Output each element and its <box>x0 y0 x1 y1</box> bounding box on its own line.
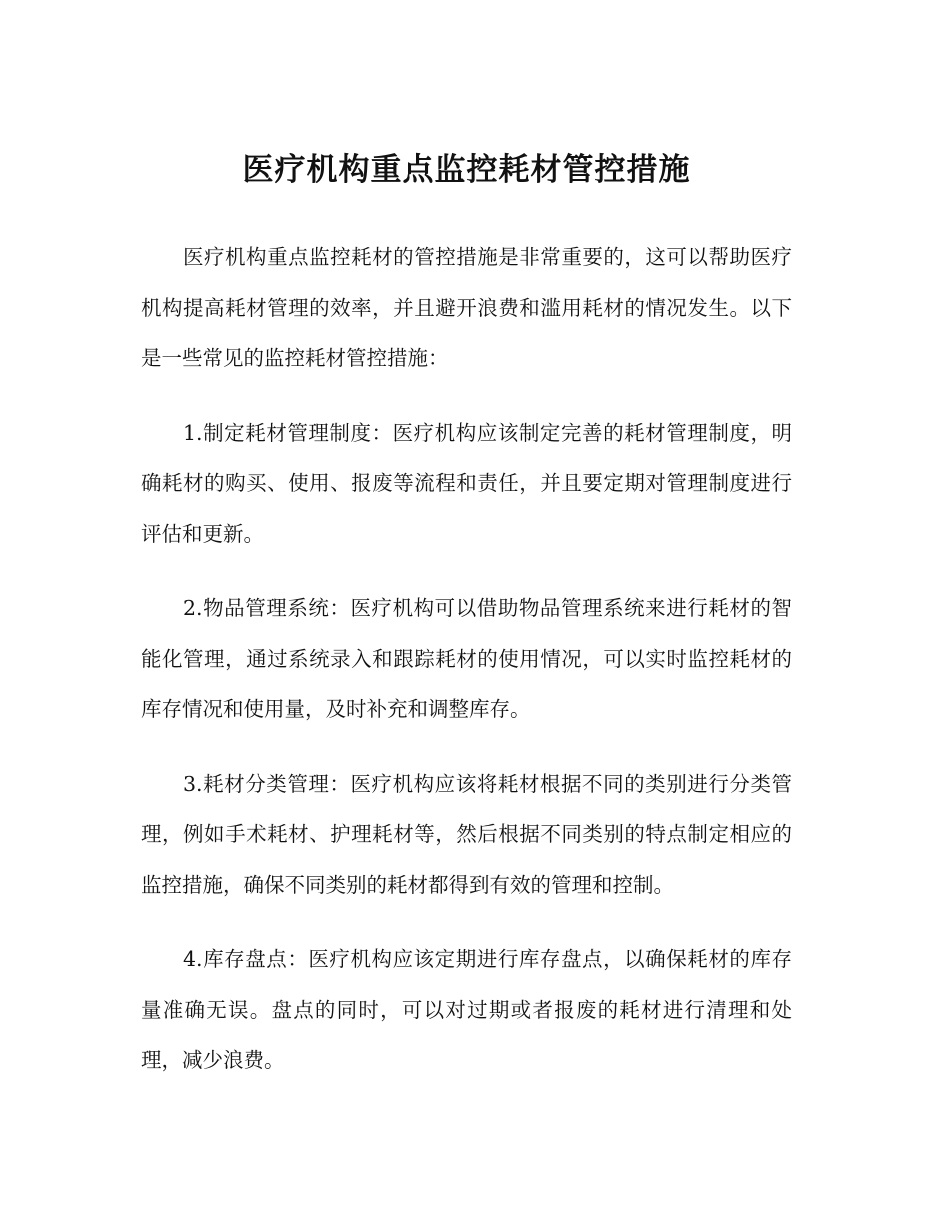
measure-paragraph-2: 2.物品管理系统：医疗机构可以借助物品管理系统来进行耗材的智能化管理，通过系统录入和跟踪耗材的使用情况，可以实时监控耗材的库存情况和使用量，及时补充和调整库存。 <box>141 596 792 721</box>
document-title: 医疗机构重点监控耗材管控措施 <box>242 152 691 188</box>
intro-paragraph: 医疗机构重点监控耗材的管控措施是非常重要的，这可以帮助医疗机构提高耗材管理的效率，并且避开浪费和滥用耗材的情况发生。以下是一些常见的监控耗材管控措施： <box>141 245 792 370</box>
measure-paragraph-1: 1.制定耗材管理制度：医疗机构应该制定完善的耗材管理制度，明确耗材的购买、使用、报废等流程和责任，并且要定期对管理制度进行评估和更新。 <box>141 420 792 546</box>
measure-paragraph-3: 3.耗材分类管理：医疗机构应该将耗材根据不同的类别进行分类管理，例如手术耗材、护理耗材等，然后根据不同类别的特点制定相应的监控措施，确保不同类别的耗材都得到有效的管理和控制。 <box>141 771 792 897</box>
measure-paragraph-4: 4.库存盘点：医疗机构应该定期进行库存盘点，以确保耗材的库存量准确无误。盘点的同时，可以对过期或者报废的耗材进行清理和处理，减少浪费。 <box>141 947 792 1072</box>
